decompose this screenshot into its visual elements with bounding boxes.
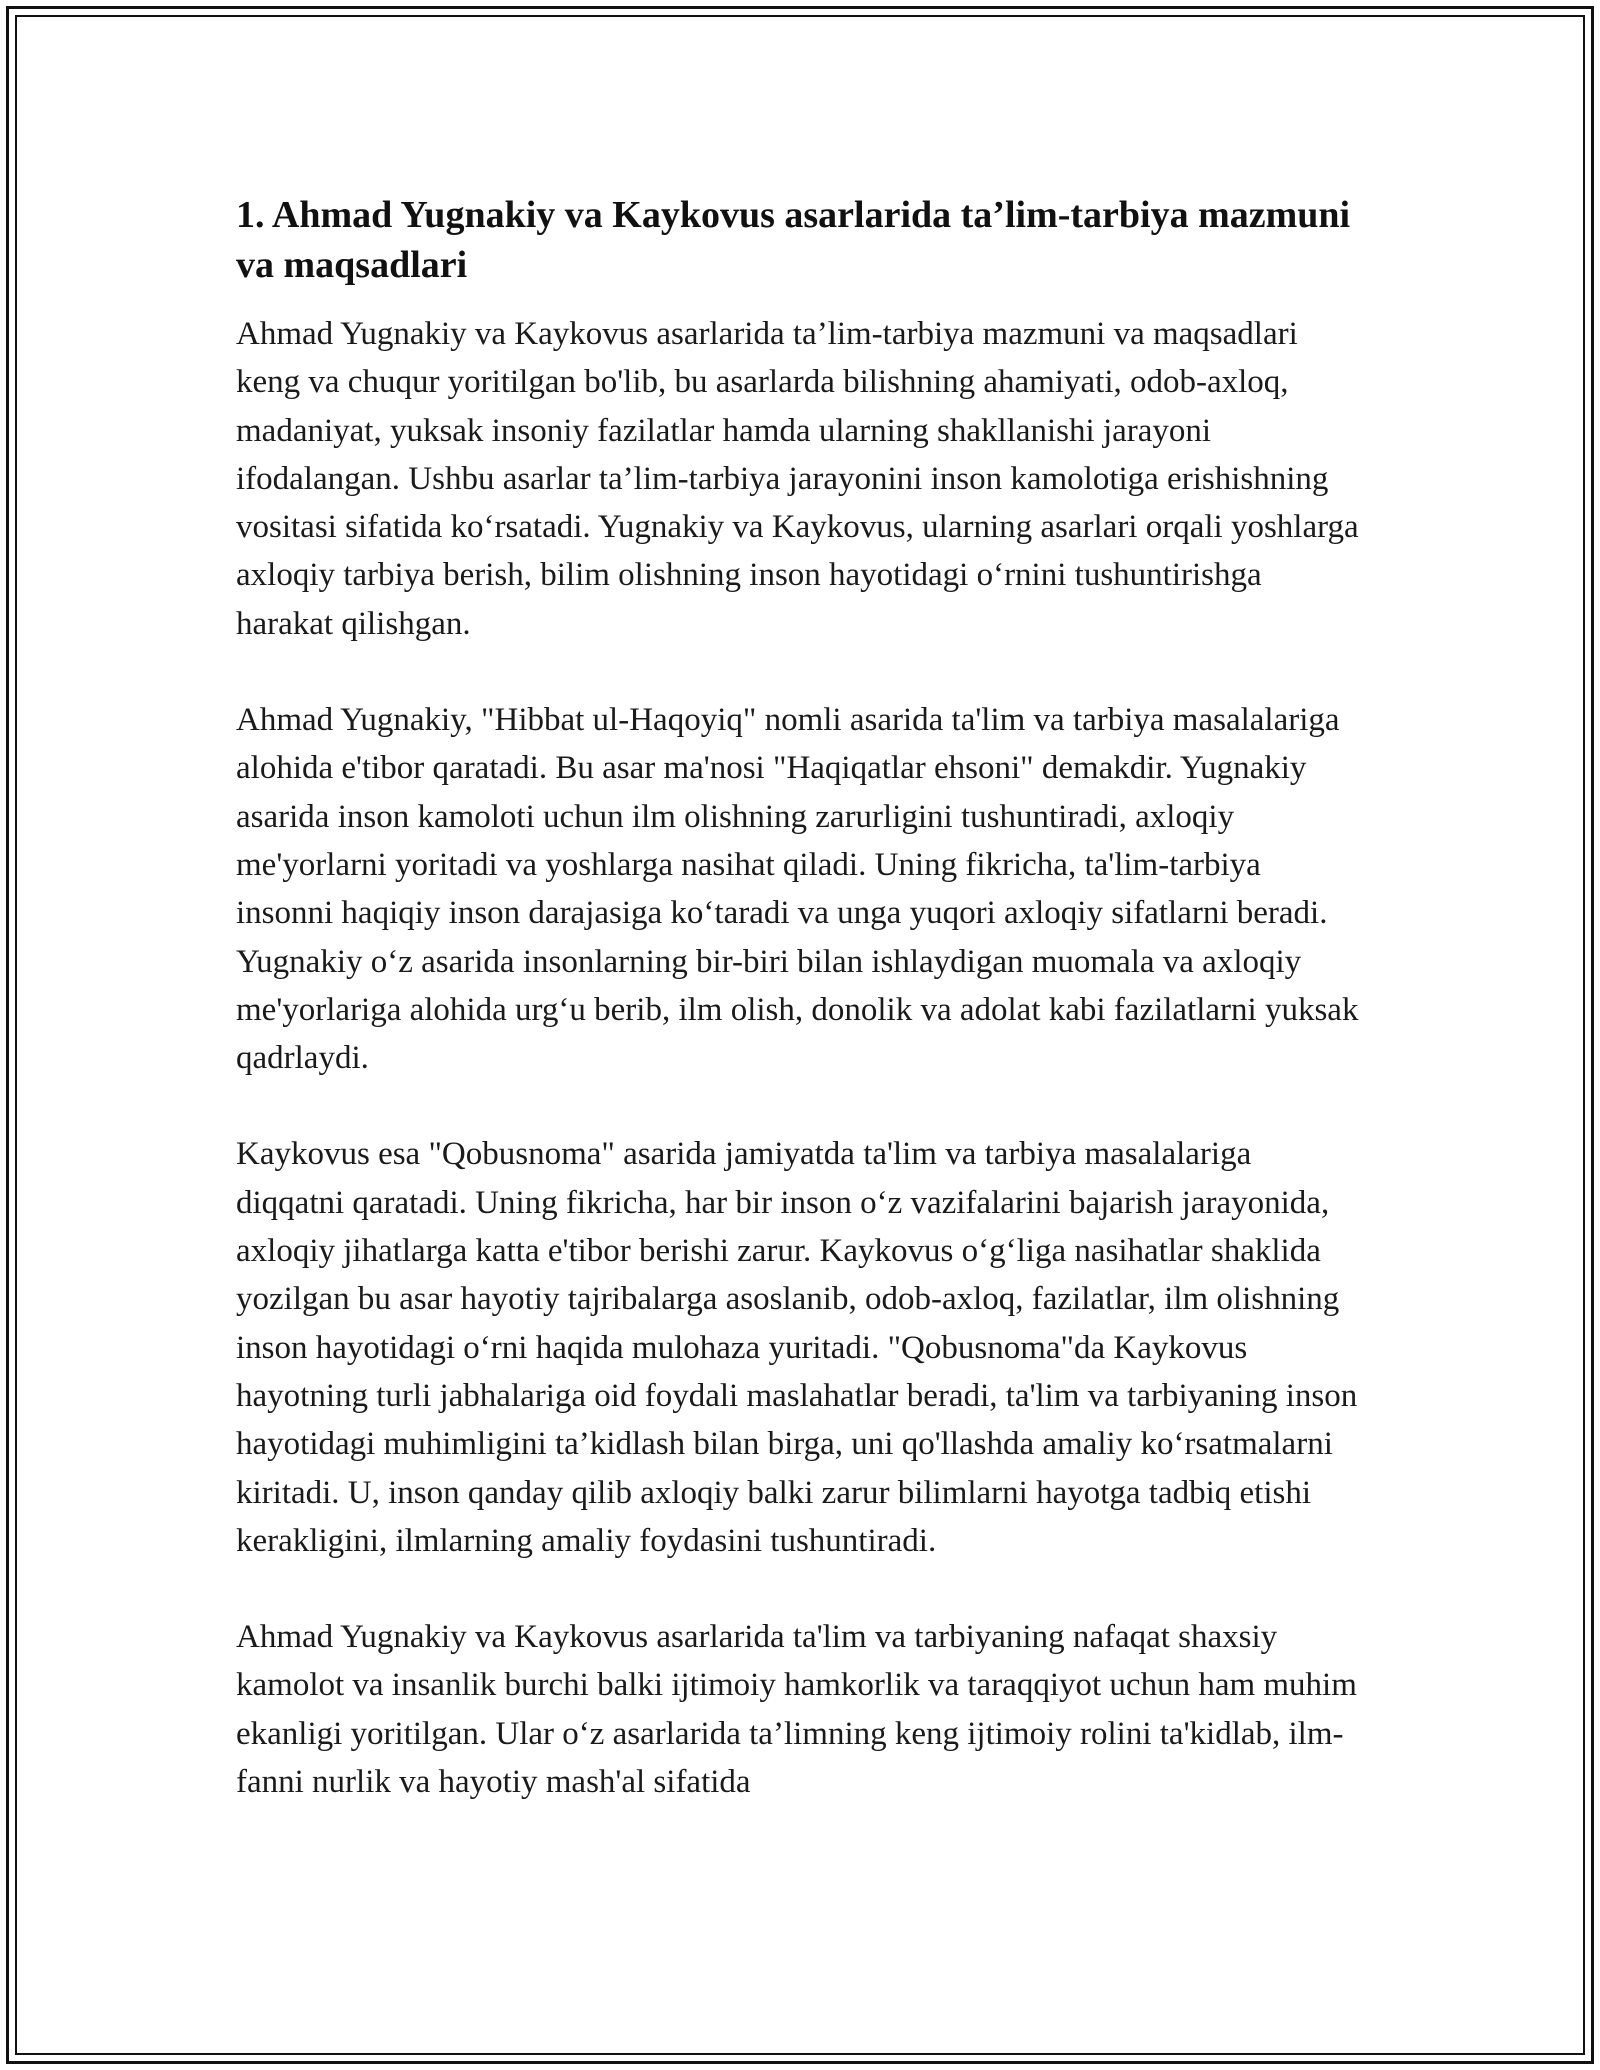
- paragraph-1: Ahmad Yugnakiy va Kaykovus asarlarida ta’lim-tarbiya mazmuni va maqsadlari keng va chuqur yoritilgan bo'lib, bu asarlarda bilishning ahamiyati, odob-axloq, madaniyat, yuksak insoniy fazilatlar hamda ularning shakllanishi jarayoni ifodalangan. Ushbu asarlar ta’lim-tarbiya jarayonini inson kamolotiga erishishning vositasi sifatida ko‘rsatadi. Yugnakiy va Kaykovus, ularning asarlari orqali yoshlarga axloqiy tarbiya berish, bilim olishning inson hayotidagi o‘rnini tushuntirishga harakat qilishgan.: [236, 316, 1359, 642]
- paragraph-2: Ahmad Yugnakiy, "Hibbat ul-Haqoyiq" nomli asarida ta'lim va tarbiya masalalariga alohida e'tibor qaratadi. Bu asar ma'nosi "Haqiqatlar ehsoni" demakdir. Yugnakiy asarida inson kamoloti uchun ilm olishning zarurligini tushuntiradi, axloqiy me'yorlarni yoritadi va yoshlarga nasihat qiladi. Uning fikricha, ta'lim-tarbiya insonni haqiqiy inson darajasiga ko‘taradi va unga yuqori axloqiy sifatlarni beradi. Yugnakiy o‘z asarida insonlarning bir-biri bilan ishlaydigan muomala va axloqiy me'yorlariga alohida urg‘u berib, ilm olish, donolik va adolat kabi fazilatlarni yuksak qadrlaydi.: [236, 702, 1359, 1077]
- section-heading: 1. Ahmad Yugnakiy va Kaykovus asarlarida ta’lim-tarbiya mazmuni va maqsadlari: [236, 194, 1351, 286]
- document-body: [236, 190, 1366, 1854]
- paragraph-4: Ahmad Yugnakiy va Kaykovus asarlarida ta'lim va tarbiyaning nafaqat shaxsiy kamolot va insanlik burchi balki ijtimoiy hamkorlik va taraqqiyot uchun ham muhim ekanligi yoritilgan. Ular o‘z asarlarida ta’limning keng ijtimoiy rolini ta'kidlab, ilm-fanni nurlik va hayotiy mash'al sifatida: [236, 1619, 1357, 1801]
- paragraph-3: Kaykovus esa "Qobusnoma" asarida jamiyatda ta'lim va tarbiya masalalariga diqqatni qaratadi. Uning fikricha, har bir inson o‘z vazifalarini bajarish jarayonida, axloqiy jihatlarga katta e'tibor berishi zarur. Kaykovus o‘g‘liga nasihatlar shaklida yozilgan bu asar hayotiy tajribalarga asoslanib, odob-axloq, fazilatlar, ilm olishning inson hayotidagi o‘rni haqida mulohaza yuritadi. "Qobusnoma"da Kaykovus hayotning turli jabhalariga oid foydali maslahatlar beradi, ta'lim va tarbiyaning inson hayotidagi muhimligini ta’kidlash bilan birga, uni qo'llashda amaliy ko‘rsatmalarni kiritadi. U, inson qanday qilib axloqiy balki zarur bilimlarni hayotga tadbiq etishi kerakligini, ilmlarning amaliy foydasini tushuntiradi.: [236, 1136, 1358, 1559]
